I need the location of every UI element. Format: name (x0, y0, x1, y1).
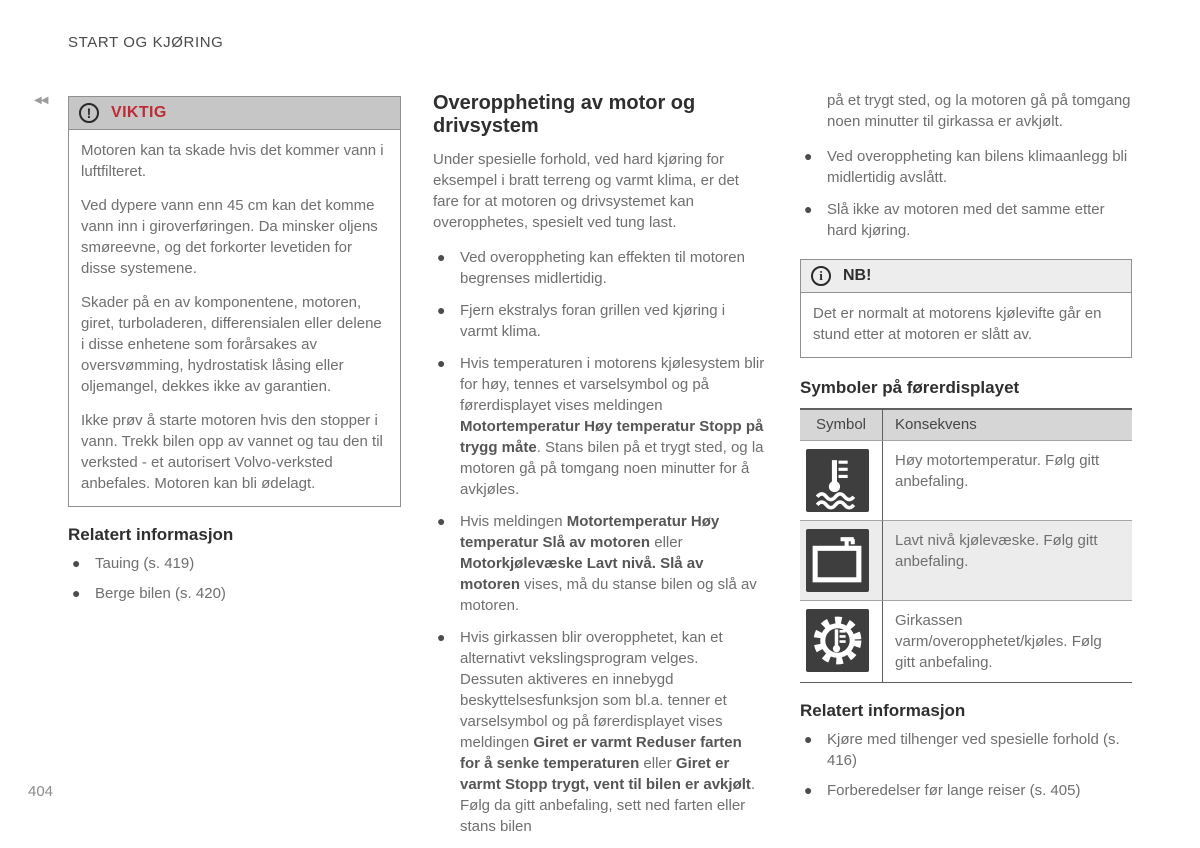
list-item (433, 353, 765, 500)
article-bullet-list (433, 247, 765, 837)
bullet-icon: ● (437, 302, 446, 318)
bullet-icon: ● (437, 513, 446, 529)
list-item (68, 553, 401, 574)
bullet-icon: ● (72, 585, 81, 601)
bullet-icon: ● (437, 355, 446, 371)
related-information-list (800, 729, 1132, 801)
viktig-warning-box (68, 96, 401, 507)
list-item (800, 780, 1132, 801)
coolant-temperature-warning-icon (806, 449, 869, 512)
viktig-paragraph: Skader på en av komponentene, motoren, giret, turboladeren, differensialen eller delene i disse enhetene som forårsakes av oversvømming, hydrostatisk låsing eller oljemangel, dekkes ikke av garantien. (81, 294, 382, 395)
chapter-header: START OG KJØRING (68, 34, 224, 51)
list-item (433, 627, 765, 837)
bullet-icon: ● (437, 249, 446, 265)
list-item (433, 511, 765, 616)
related-information-right (800, 701, 1132, 801)
symbols-section-title: Symboler på førerdisplayet (800, 378, 1020, 397)
table-header-symbol: Symbol (800, 410, 882, 440)
bullet-continuation-text: på et trygt sted, og la motoren gå på tomgang noen minutter til girkassa er avkjølt. (827, 92, 1131, 130)
table-header-konsekvens: Konsekvens (882, 410, 1132, 440)
list-item (800, 199, 1132, 241)
bullet-icon: ● (72, 555, 81, 571)
bullet-icon: ● (437, 629, 446, 645)
table-cell-consequence: Girkassen varm/overopphetet/kjøles. Følg gitt anbefaling. (882, 600, 1132, 682)
bullet-text: Hvis girkassen blir overopphetet, kan et alternativt vekslingsprogram velges. Dessuten aktiveres en innebygd beskyttelsesfunksjon som bl.a. tenner et varselsymbol og på førerdisplayet vises meldingen Giret er varmt Reduser farten for å senke temperaturen eller Giret er varmt Stopp trygt, vent til bilen er avkjølt. Følg da gitt anbefaling, sett ned farten eller stans bilen (460, 629, 756, 835)
list-item (800, 729, 1132, 771)
viktig-paragraph: Motoren kan ta skade hvis det kommer vann i luftfilteret. (81, 142, 384, 180)
article-intro: Under spesielle forhold, ved hard kjøring for eksempel i bratt terreng og varmt klima, er det fare for at motoren og drivsystemet kan overopphetes, spesielt ved tung last. (433, 151, 739, 231)
bullet-text: Ved overoppheting kan effekten til motoren begrenses midlertidig. (460, 249, 745, 287)
bullet-text: Slå ikke av motoren med det samme etter hard kjøring. (827, 201, 1105, 239)
viktig-paragraph: Ved dypere vann enn 45 cm kan det komme vann inn i giroverføringen. Da minsker oljens smøreevne, og det forkorter levetiden for disse systemene. (81, 197, 378, 277)
list-item (433, 247, 765, 289)
bullet-icon: ● (804, 148, 813, 164)
list-item (68, 583, 401, 604)
info-circle-icon: i (811, 266, 831, 286)
table-cell-consequence: Høy motortemperatur. Følg gitt anbefaling. (882, 440, 1132, 520)
symbols-table (800, 408, 1132, 683)
nb-box-header (801, 260, 1131, 293)
related-information-title: Relatert informasjon (800, 701, 966, 720)
related-link: Berge bilen (s. 420) (95, 585, 226, 602)
bullet-icon: ● (804, 201, 813, 217)
bullet-icon: ● (804, 731, 813, 747)
continuation-marker-icon: ◀◀ (34, 95, 48, 106)
article-title: Overoppheting av motor og drivsystem (433, 92, 696, 137)
middle-column (433, 92, 765, 848)
table-cell-consequence: Lavt nivå kjølevæske. Følg gitt anbefaling. (882, 520, 1132, 600)
related-information-list (68, 553, 401, 604)
nb-title: NB! (843, 267, 872, 284)
bullet-text: Ved overoppheting kan bilens klimaanlegg bli midlertidig avslått. (827, 148, 1128, 186)
right-column (800, 90, 1132, 810)
coolant-level-low-icon (806, 529, 869, 592)
related-link: Kjøre med tilhenger ved spesielle forhold (s. 416) (827, 731, 1120, 769)
related-link: Forberedelser før lange reiser (s. 405) (827, 782, 1081, 799)
related-link: Tauing (s. 419) (95, 555, 195, 572)
bullet-text: Fjern ekstralys foran grillen ved kjøring i varmt klima. (460, 302, 726, 340)
table-row-symbol-cell (800, 600, 882, 682)
list-item (433, 300, 765, 342)
nb-note-box (800, 259, 1132, 358)
viktig-box-header (69, 97, 400, 130)
bullet-text: Hvis temperaturen i motorens kjølesystem blir for høy, tennes et varselsymbol og på førerdisplayet vises meldingen Motortemperatur Høy temperatur Stopp på trygg måte. Stans bilen på et trygt sted, og la motoren gå på tomgang noen minutter for å avkjøles. (460, 355, 765, 498)
table-row-symbol-cell (800, 520, 882, 600)
viktig-box-body (69, 130, 400, 506)
list-item (800, 146, 1132, 188)
bullet-text: Hvis meldingen Motortemperatur Høy temperatur Slå av motoren eller Motorkjølevæske Lavt nivå. Slå av motoren vises, må du stanse bilen og slå av motoren. (460, 513, 757, 614)
viktig-paragraph: Ikke prøv å starte motoren hvis den stopper i vann. Trekk bilen opp av vannet og tau den til verksted - et autorisert Volvo-verksted anbefales. Motoren kan bli ødelagt. (81, 412, 383, 492)
left-column (68, 96, 401, 613)
bullet-icon: ● (804, 782, 813, 798)
page-number: 404 (28, 783, 54, 800)
symbols-section (800, 378, 1132, 683)
table-row-symbol-cell (800, 440, 882, 520)
viktig-title: VIKTIG (111, 104, 167, 121)
exclamation-circle-icon: ! (79, 103, 99, 123)
article-bullet-list-continued (800, 146, 1132, 241)
nb-box-body (801, 293, 1131, 357)
related-information-title: Relatert informasjon (68, 525, 234, 544)
related-information-left (68, 525, 401, 604)
nb-text: Det er normalt at motorens kjølevifte går en stund etter at motoren er slått av. (813, 305, 1102, 343)
gearbox-temperature-warning-icon (806, 609, 869, 672)
